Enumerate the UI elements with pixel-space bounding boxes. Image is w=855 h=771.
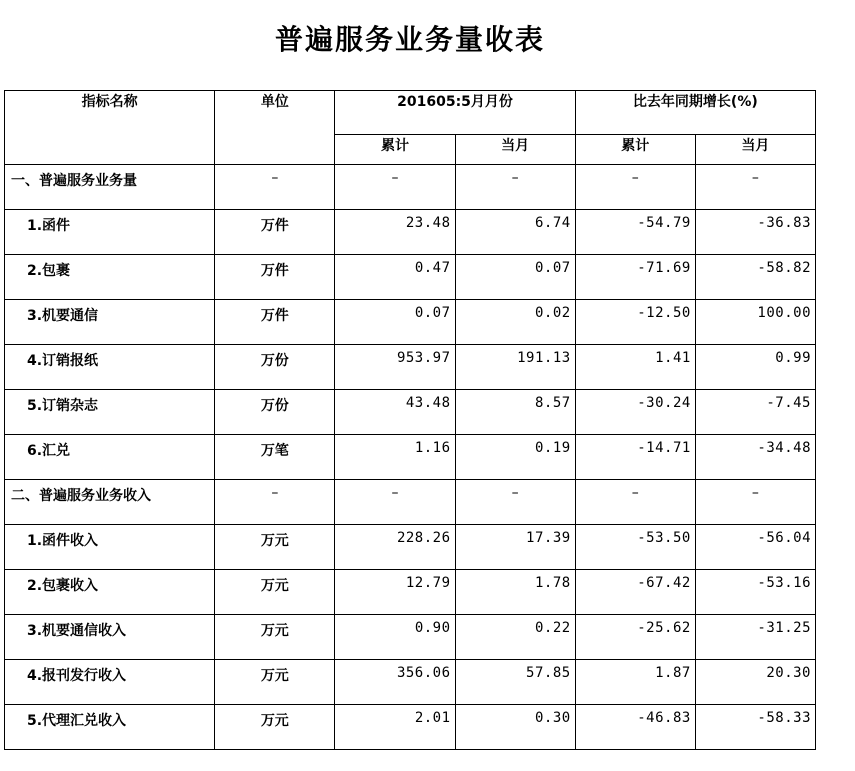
header-growth: 比去年同期增长(%) <box>575 91 815 135</box>
indicator-cell: 1.函件 <box>5 210 215 255</box>
indicator-cell: 3.机要通信 <box>5 300 215 345</box>
table-row <box>5 525 816 570</box>
unit-cell: 万份 <box>215 390 335 435</box>
growth-current-cell: -58.82 <box>695 255 815 300</box>
cumulative-cell: 2.01 <box>335 705 455 750</box>
indicator-cell: 4.报刊发行收入 <box>5 660 215 705</box>
current-cell: 0.22 <box>455 615 575 660</box>
current-cell: 191.13 <box>455 345 575 390</box>
table-row <box>5 660 816 705</box>
cumulative-cell: 43.48 <box>335 390 455 435</box>
indicator-cell: 5.代理汇兑收入 <box>5 705 215 750</box>
header-period: 201605:5月月份 <box>335 91 575 135</box>
unit-cell: – <box>215 165 335 210</box>
growth-cumulative-cell: -53.50 <box>575 525 695 570</box>
indicator-cell: 3.机要通信收入 <box>5 615 215 660</box>
unit-cell: 万笔 <box>215 435 335 480</box>
current-cell: 8.57 <box>455 390 575 435</box>
unit-cell: 万份 <box>215 345 335 390</box>
header-cumulative: 累计 <box>335 135 455 165</box>
section-row <box>5 165 816 210</box>
current-cell: – <box>455 165 575 210</box>
report-table <box>4 90 816 750</box>
section-row <box>5 480 816 525</box>
table-row <box>5 255 816 300</box>
current-cell: 0.07 <box>455 255 575 300</box>
table-row <box>5 705 816 750</box>
growth-cumulative-cell: -46.83 <box>575 705 695 750</box>
current-cell: 0.02 <box>455 300 575 345</box>
unit-cell: 万元 <box>215 570 335 615</box>
growth-cumulative-cell: -67.42 <box>575 570 695 615</box>
indicator-cell: 6.汇兑 <box>5 435 215 480</box>
unit-cell: 万件 <box>215 255 335 300</box>
growth-cumulative-cell: -25.62 <box>575 615 695 660</box>
current-cell: 57.85 <box>455 660 575 705</box>
indicator-cell: 5.订销杂志 <box>5 390 215 435</box>
current-cell: 17.39 <box>455 525 575 570</box>
header-growth-current: 当月 <box>695 135 815 165</box>
current-cell: – <box>455 480 575 525</box>
growth-cumulative-cell: 1.41 <box>575 345 695 390</box>
header-unit: 单位 <box>215 91 335 165</box>
cumulative-cell: 0.07 <box>335 300 455 345</box>
growth-current-cell: -56.04 <box>695 525 815 570</box>
cumulative-cell: – <box>335 165 455 210</box>
unit-cell: 万元 <box>215 660 335 705</box>
header-indicator: 指标名称 <box>5 91 215 165</box>
table-row <box>5 570 816 615</box>
table-row <box>5 345 816 390</box>
header-growth-cumulative: 累计 <box>575 135 695 165</box>
current-cell: 0.30 <box>455 705 575 750</box>
cumulative-cell: 953.97 <box>335 345 455 390</box>
indicator-cell: 2.包裹收入 <box>5 570 215 615</box>
growth-current-cell: 20.30 <box>695 660 815 705</box>
table-row <box>5 390 816 435</box>
growth-current-cell: -58.33 <box>695 705 815 750</box>
indicator-cell: 一、普遍服务业务量 <box>5 165 215 210</box>
growth-cumulative-cell: -71.69 <box>575 255 695 300</box>
growth-current-cell: -34.48 <box>695 435 815 480</box>
cumulative-cell: 23.48 <box>335 210 455 255</box>
current-cell: 1.78 <box>455 570 575 615</box>
growth-cumulative-cell: – <box>575 165 695 210</box>
cumulative-cell: 1.16 <box>335 435 455 480</box>
growth-cumulative-cell: 1.87 <box>575 660 695 705</box>
cumulative-cell: 0.90 <box>335 615 455 660</box>
unit-cell: 万元 <box>215 615 335 660</box>
growth-current-cell: -7.45 <box>695 390 815 435</box>
indicator-cell: 1.函件收入 <box>5 525 215 570</box>
growth-current-cell: – <box>695 480 815 525</box>
indicator-cell: 2.包裹 <box>5 255 215 300</box>
cumulative-cell: 356.06 <box>335 660 455 705</box>
table-row <box>5 210 816 255</box>
growth-current-cell: -31.25 <box>695 615 815 660</box>
table-row <box>5 435 816 480</box>
growth-current-cell: 0.99 <box>695 345 815 390</box>
growth-current-cell: 100.00 <box>695 300 815 345</box>
unit-cell: 万元 <box>215 705 335 750</box>
growth-cumulative-cell: -30.24 <box>575 390 695 435</box>
cumulative-cell: 12.79 <box>335 570 455 615</box>
growth-cumulative-cell: -14.71 <box>575 435 695 480</box>
indicator-cell: 4.订销报纸 <box>5 345 215 390</box>
growth-current-cell: -36.83 <box>695 210 815 255</box>
indicator-cell: 二、普遍服务业务收入 <box>5 480 215 525</box>
cumulative-cell: – <box>335 480 455 525</box>
growth-cumulative-cell: -12.50 <box>575 300 695 345</box>
current-cell: 6.74 <box>455 210 575 255</box>
growth-cumulative-cell: -54.79 <box>575 210 695 255</box>
growth-current-cell: – <box>695 165 815 210</box>
growth-cumulative-cell: – <box>575 480 695 525</box>
header-row-1 <box>5 91 816 135</box>
unit-cell: 万件 <box>215 210 335 255</box>
unit-cell: 万元 <box>215 525 335 570</box>
unit-cell: 万件 <box>215 300 335 345</box>
table-row <box>5 615 816 660</box>
page-title: 普遍服务业务量收表 <box>274 23 545 56</box>
cumulative-cell: 0.47 <box>335 255 455 300</box>
header-current: 当月 <box>455 135 575 165</box>
table-row <box>5 300 816 345</box>
current-cell: 0.19 <box>455 435 575 480</box>
growth-current-cell: -53.16 <box>695 570 815 615</box>
cumulative-cell: 228.26 <box>335 525 455 570</box>
unit-cell: – <box>215 480 335 525</box>
